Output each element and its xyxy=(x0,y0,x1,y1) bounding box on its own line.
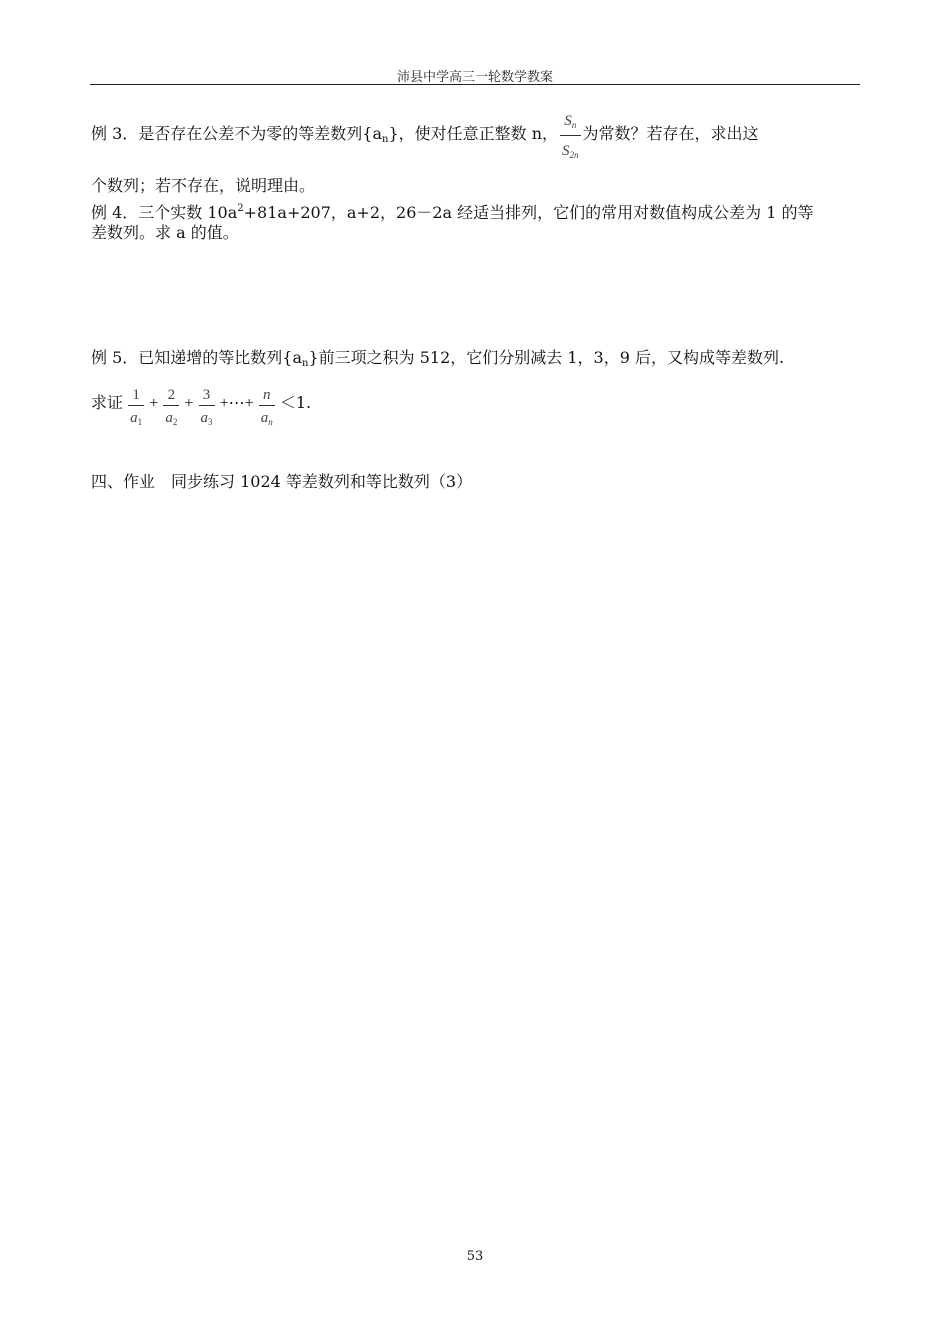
numerator: 2 xyxy=(163,386,179,406)
page-number: 53 xyxy=(466,1249,484,1264)
header-rule xyxy=(90,84,860,85)
denominator-sub: 2 xyxy=(172,417,178,427)
example-4-text-a: 例 4．三个实数 10a xyxy=(91,203,238,222)
homework-line: 四、作业 同步练习 1024 等差数列和等比数列（3） xyxy=(91,472,473,491)
plus-sign: + xyxy=(149,395,159,412)
denominator-sub: 1 xyxy=(137,417,143,427)
example-4-line-2: 差数列。求 a 的值。 xyxy=(91,223,239,242)
fraction-denominator: S xyxy=(562,143,570,159)
example-5-text-a: 例 5．已知递增的等比数列{a xyxy=(91,348,302,367)
example-5-subscript: n xyxy=(302,358,309,369)
example-5-inequality xyxy=(91,386,311,431)
fraction-2-over-a2 xyxy=(163,386,179,431)
example-3-text-b: }，使对任意正整数 n， xyxy=(388,124,559,143)
denominator: a xyxy=(260,410,269,426)
fraction-numerator-sub: n xyxy=(571,120,577,130)
numerator: 1 xyxy=(128,386,144,406)
denominator: a xyxy=(200,410,209,426)
example-4-text-b: +81a+207，a+2，26－2a 经适当排列，它们的常用对数值构成公差为 1 的等 xyxy=(243,203,814,222)
prove-label: 求证 xyxy=(91,393,124,412)
fraction-numerator: S xyxy=(564,113,572,129)
denominator-sub: n xyxy=(268,417,273,427)
fraction-1-over-a1 xyxy=(128,386,144,431)
numerator: n xyxy=(259,386,275,406)
example-3-subscript: n xyxy=(382,134,389,145)
example-3-text-c: 为常数？若存在，求出这 xyxy=(582,124,759,143)
numerator: 3 xyxy=(199,386,215,406)
inequality-tail: ＜1. xyxy=(279,393,312,412)
sn-over-s2n-fraction xyxy=(560,112,581,164)
page-header: 沛县中学高三一轮数学教案 xyxy=(396,70,553,85)
ellipsis-plus: +⋯+ xyxy=(219,395,254,412)
denominator: a xyxy=(130,410,138,426)
example-5-text-b: }前三项之积为 512，它们分别减去 1，3，9 后，又构成等差数列. xyxy=(308,348,785,367)
example-3-line-2: 个数列；若不存在，说明理由。 xyxy=(91,176,316,195)
denominator-sub: 3 xyxy=(208,417,213,427)
example-3-line-1 xyxy=(91,112,759,164)
example-3-text-a: 例 3．是否存在公差不为零的等差数列{a xyxy=(91,124,382,143)
plus-sign: + xyxy=(184,395,194,412)
fraction-3-over-a3 xyxy=(199,386,215,431)
denominator: a xyxy=(165,410,173,426)
example-4-superscript: 2 xyxy=(237,203,244,214)
fraction-denominator-sub: 2n xyxy=(569,150,579,160)
fraction-n-over-an xyxy=(259,386,275,431)
example-5-line-1 xyxy=(91,348,784,374)
example-4-line-1 xyxy=(91,199,814,223)
